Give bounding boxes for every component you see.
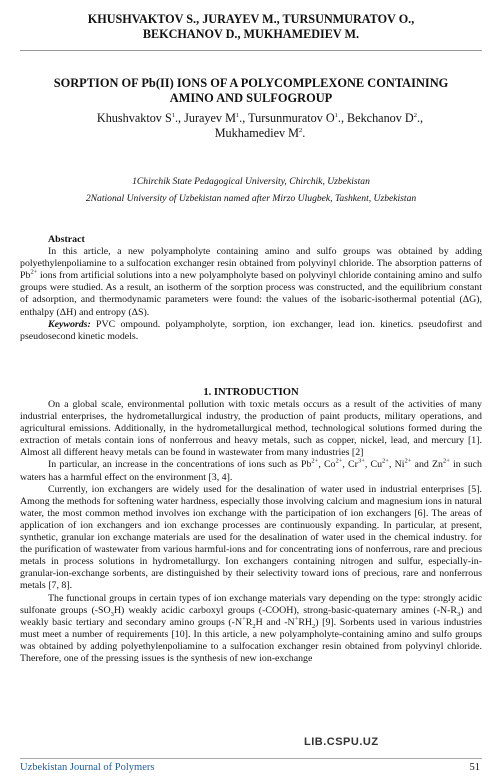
keywords: Keywords: PVC ompound. polyampholyte, sorption, ion exchanger, lead ion. kinetics. pseudofirst and pseudosecond kinetic models. bbox=[20, 318, 482, 342]
abstract-heading: Abstract bbox=[48, 234, 85, 245]
author-name: Bekchanov D bbox=[347, 111, 414, 125]
affiliation-1: 1Chirchik State Pedagogical University, Chirchik, Uzbekistan bbox=[132, 176, 370, 187]
author-name: Tursunmuratov O bbox=[248, 111, 335, 125]
page-number: 51 bbox=[469, 762, 480, 773]
paragraph: In particular, an increase in the concentrations of ions such as $Pb^{2+}$, $Co^{2+}$, $Cr^{3+}$, $Cu^{2+}$, $Ni^{2+}$ and $Zn^{2+}$ in such waters has a harmful effect on the environment [3, 4]. bbox=[20, 458, 482, 483]
author-name: Jurayev M bbox=[184, 111, 236, 125]
abstract bbox=[20, 234, 482, 343]
paragraph: The functional groups in certain types of ion exchange materials vary depending on the type: strongly acidic sulfonate groups $(-SO_3H)$ weakly acidic carboxyl groups (-COOH), strong-basic-quaternary amines $(-N-R_3)$ and weakly basic tertiary and secondary amino groups ($-N^+R_2H$ and $-N^+RH_2$) [9]. Sorbents used in various industries must meet a number of requirements [10]. In this article, a new polyampholyte-containing amino and sulfo groups was obtained by adding polyethylenpoliamine to a sulfocation exchanger resin obtained from polyvinyl chloride. Therefore, one of the pressing issues is the synthesis of new ion-exchange bbox=[20, 592, 483, 664]
paper-title bbox=[20, 76, 482, 106]
library-watermark: LIB.CSPU.UZ bbox=[304, 736, 379, 748]
author-name: Mukhamediev M bbox=[214, 126, 299, 140]
author-list: Khushvaktov $S^1$., Jurayev $M^1$., Tursunmuratov $O^1$., Bekchanov $D^2$., Mukhamediev $M^2$. bbox=[96, 111, 424, 140]
journal-name: Uzbekistan Journal of Polymers bbox=[20, 762, 155, 773]
section-heading: 1. INTRODUCTION bbox=[203, 387, 299, 398]
header-divider bbox=[20, 50, 482, 51]
title-line1: SORPTION OF Pb(II) IONS OF A POLYCOMPLEXONE CONTAINING bbox=[53, 76, 449, 90]
author-name: Khushvaktov S bbox=[96, 111, 172, 125]
affiliation-2: 2National University of Uzbekistan named after Mirzo Ulugbek, Tashkent, Uzbekistan bbox=[85, 193, 417, 204]
section-body bbox=[20, 399, 482, 665]
running-header bbox=[20, 12, 482, 41]
header-authors-line2: BEKCHANOV D., MUKHAMEDIEV M. bbox=[142, 26, 360, 41]
paragraph: Currently, ion exchangers are widely used for the desalination of water used in industrial enterprises [5]. Among the methods for softening water hardness, especially those involving calcium and magnesium ions in natural water, the most common method involves ion exchange with the participation of ion exchangers [6]. The areas of application of ion exchangers and ion exchange processes are continuously expanding. In particular, at present, synthetic, granular ion exchange materials are used for the desalination of water used in the chemical industry. for the purification of wastewater from various harmful-ions and for concentrating ions of nonferrous, rare and precious metals in process solutions in hydrometallurgy. Ion exchangers containing nitrogen and sulfur, especially-in- granular-ion-exchange sorbents, are distinguished by their selectivity toward ions of precious, rare and nonferrous metals [7, 8]. bbox=[20, 483, 482, 592]
title-line2: AMINO AND SULFOGROUP bbox=[169, 91, 333, 105]
header-authors-line1: KHUSHVAKTOV S., JURAYEV M., TURSUNMURATOV O., bbox=[87, 12, 415, 26]
paragraph: On a global scale, environmental pollution with toxic metals occurs as a result of the activities of many industrial enterprises, the hydrometallurgical industry, the production of paint products, military operations, and agricultural emissions. Additionally, in the hydrometallurgical method, technological solutions formed during the extraction of metals contain ions of nonferrous and heavy metals, such as copper, nickel, lead, and mercury [1]. Almost all different heavy metals can be found in wastewater from many industries [2] bbox=[20, 399, 482, 459]
abstract-text: In this article, a new polyampholyte containing amino and sulfo groups was obtained by adding polyethylenpoliamine to a sulfocation exchanger resin obtained from polyvinyl chloride. The absorption patterns of $Pb^{2+}$ ions from artificial solutions into a new polyampholyte based on polyvinyl chloride containing amino and sulfo groups were studied. As a result, an isotherm of the sorption process was constructed, and the equilibrium constant of adsorption, and thermodynamic parameters were found: the values of the isobaric-isothermal potential (ΔG), enthalpy (ΔH) and entropy (ΔS). bbox=[20, 246, 482, 318]
footer-divider bbox=[20, 758, 482, 759]
